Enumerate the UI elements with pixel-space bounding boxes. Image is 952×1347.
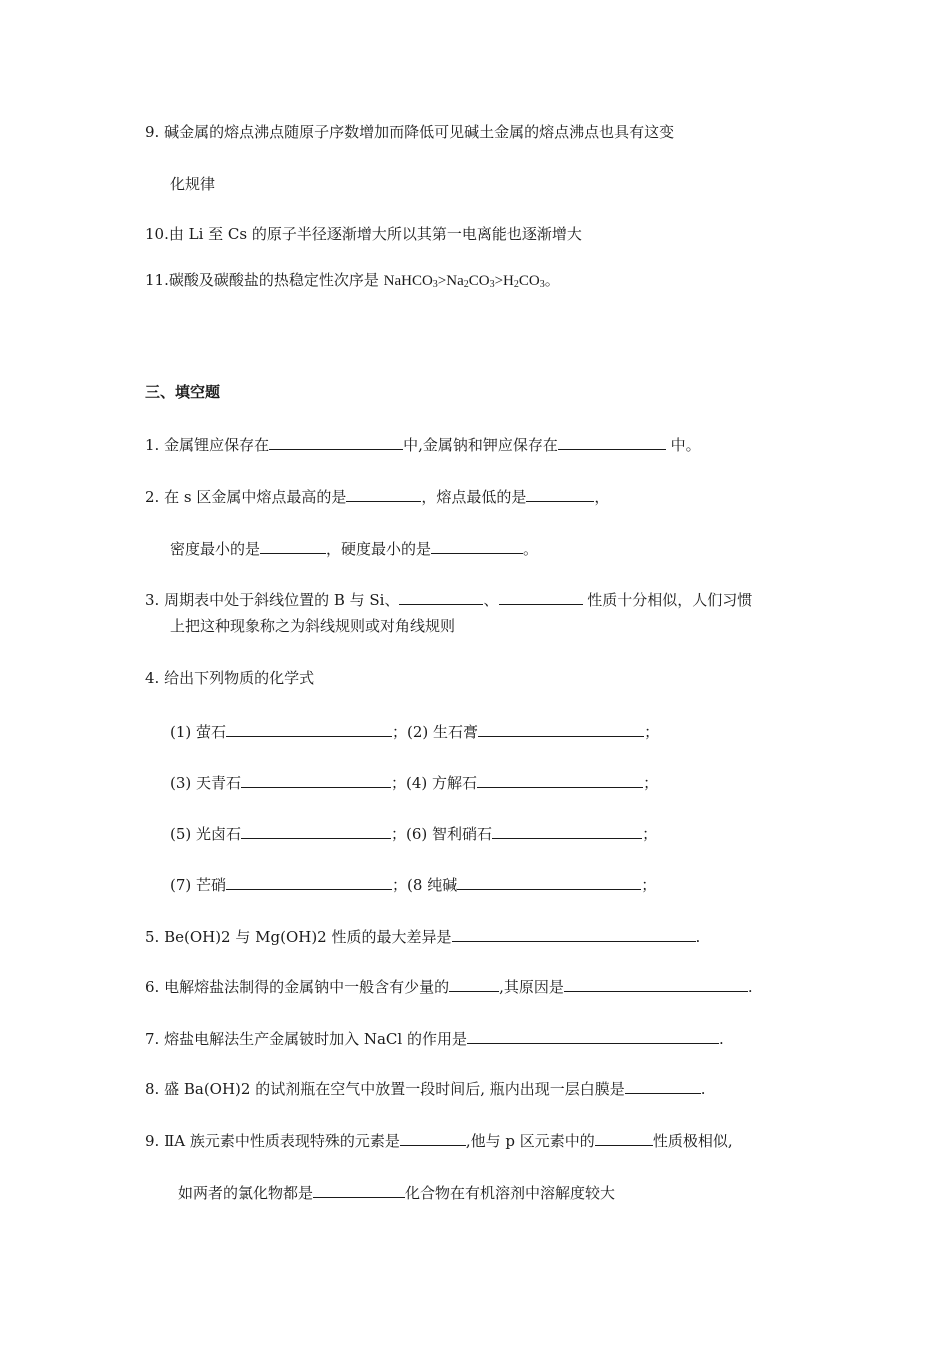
text: 化规律 xyxy=(170,175,216,193)
answer-blank[interactable] xyxy=(478,720,644,737)
answer-blank[interactable] xyxy=(313,1181,405,1198)
text: ；(4) 方解石 xyxy=(391,774,478,792)
text: 10.由 Li 至 Cs 的原子半径逐渐增大所以其第一电离能也逐渐增大 xyxy=(145,225,582,243)
answer-blank[interactable] xyxy=(467,1027,719,1044)
text: ；(2) 生石膏 xyxy=(392,723,479,741)
text: 8. 盛 Ba(OH)2 的试剂瓶在空气中放置一段时间后, 瓶内出现一层白膜是 xyxy=(145,1080,625,1098)
answer-blank[interactable] xyxy=(558,433,666,450)
text: 5. Be(OH)2 与 Mg(OH)2 性质的最大差异是 xyxy=(145,928,452,946)
answer-blank[interactable] xyxy=(492,822,642,839)
text: 7. 熔盐电解法生产金属铍时加入 NaCl 的作用是 xyxy=(145,1030,467,1048)
fill-q8 xyxy=(145,1077,706,1099)
text: 性质十分相似，人们习惯 xyxy=(582,591,753,609)
text: . xyxy=(695,928,701,946)
answer-blank[interactable] xyxy=(260,537,326,554)
answer-blank[interactable] xyxy=(431,537,523,554)
text: ，硬度最小的是 xyxy=(326,540,432,558)
answer-blank[interactable] xyxy=(400,1129,466,1146)
tf-q9-line2 xyxy=(170,174,215,194)
text: 上把这种现象称之为斜线规则或对角线规则 xyxy=(170,617,456,635)
answer-blank[interactable] xyxy=(269,433,403,450)
text: 1. 金属锂应保存在 xyxy=(145,436,270,454)
fill-q4-row xyxy=(170,873,656,895)
fill-q4-row xyxy=(170,771,658,793)
fill-q3-line2 xyxy=(170,616,455,636)
text: ； xyxy=(641,876,657,894)
answer-blank[interactable] xyxy=(595,1129,653,1146)
text: ； xyxy=(644,723,660,741)
answer-blank[interactable] xyxy=(625,1077,701,1094)
answer-blank[interactable] xyxy=(346,485,421,502)
tf-q9-line1 xyxy=(145,122,674,142)
answer-blank[interactable] xyxy=(564,975,748,992)
answer-blank[interactable] xyxy=(241,822,391,839)
text: ；(6) 智利硝石 xyxy=(391,825,493,843)
text: 9. ⅡA 族元素中性质表现特殊的元素是 xyxy=(145,1132,400,1150)
text: 中,金属钠和钾应保存在 xyxy=(403,436,558,454)
text: ， xyxy=(594,488,610,506)
fill-q6 xyxy=(145,975,753,997)
fill-q2-line2 xyxy=(170,537,538,559)
text: 6. 电解熔盐法制得的金属钠中一般含有少量的 xyxy=(145,978,450,996)
text: (1) 萤石 xyxy=(170,723,227,741)
answer-blank[interactable] xyxy=(457,873,641,890)
text: 密度最小的是 xyxy=(170,540,261,558)
fill-q7 xyxy=(145,1027,724,1049)
fill-q4-row xyxy=(170,720,659,742)
text: (5) 光卤石 xyxy=(170,825,242,843)
text: . xyxy=(718,1030,724,1048)
fill-q2-line1 xyxy=(145,485,609,507)
text: 性质极相似, xyxy=(652,1132,733,1150)
fill-q9-line1 xyxy=(145,1129,733,1151)
text: 中。 xyxy=(665,436,701,454)
text: 。 xyxy=(523,540,539,558)
text: (3) 天青石 xyxy=(170,774,242,792)
text: ； xyxy=(642,825,658,843)
text: 如两者的氯化物都是 xyxy=(178,1184,314,1202)
tf-q11 xyxy=(145,270,560,295)
answer-blank[interactable] xyxy=(449,975,499,992)
answer-blank[interactable] xyxy=(526,485,594,502)
text: 9. 碱金属的熔点沸点随原子序数增加而降低可见碱土金属的熔点沸点也具有这变 xyxy=(145,123,675,141)
answer-blank[interactable] xyxy=(226,873,392,890)
formula-nahco3: $NaHCO_3>Na_2CO_3>H_2CO_3$ xyxy=(383,273,545,290)
answer-blank[interactable] xyxy=(452,925,696,942)
text: 、 xyxy=(483,591,499,609)
fill-q5 xyxy=(145,925,700,947)
fill-q4 xyxy=(145,668,314,688)
text: . xyxy=(747,978,753,996)
text: . xyxy=(700,1080,706,1098)
text: 2. 在 s 区金属中熔点最高的是 xyxy=(145,488,347,506)
text: (7) 芒硝 xyxy=(170,876,227,894)
fill-q1 xyxy=(145,433,701,455)
fill-q4-row xyxy=(170,822,657,844)
section-title xyxy=(145,382,220,402)
answer-blank[interactable] xyxy=(399,588,483,605)
fill-q9-line2 xyxy=(178,1181,615,1203)
text: 化合物在有机溶剂中溶解度较大 xyxy=(405,1184,616,1202)
text: 11.碳酸及碳酸盐的热稳定性次序是 xyxy=(145,271,384,289)
text: 。 xyxy=(544,271,560,289)
answer-blank[interactable] xyxy=(477,771,643,788)
text: 3. 周期表中处于斜线位置的 B 与 Si、 xyxy=(145,591,400,609)
text: ；(8 纯碱 xyxy=(392,876,458,894)
answer-blank[interactable] xyxy=(226,720,392,737)
tf-q10 xyxy=(145,224,582,244)
text: ,其原因是 xyxy=(499,978,564,996)
text: ,他与 p 区元素中的 xyxy=(465,1132,595,1150)
answer-blank[interactable] xyxy=(499,588,583,605)
text: ，熔点最低的是 xyxy=(421,488,527,506)
fill-q3-line1 xyxy=(145,588,752,610)
text: 4. 给出下列物质的化学式 xyxy=(145,669,315,687)
section-title-text: 三、填空题 xyxy=(145,383,221,401)
text: ； xyxy=(643,774,659,792)
answer-blank[interactable] xyxy=(241,771,391,788)
